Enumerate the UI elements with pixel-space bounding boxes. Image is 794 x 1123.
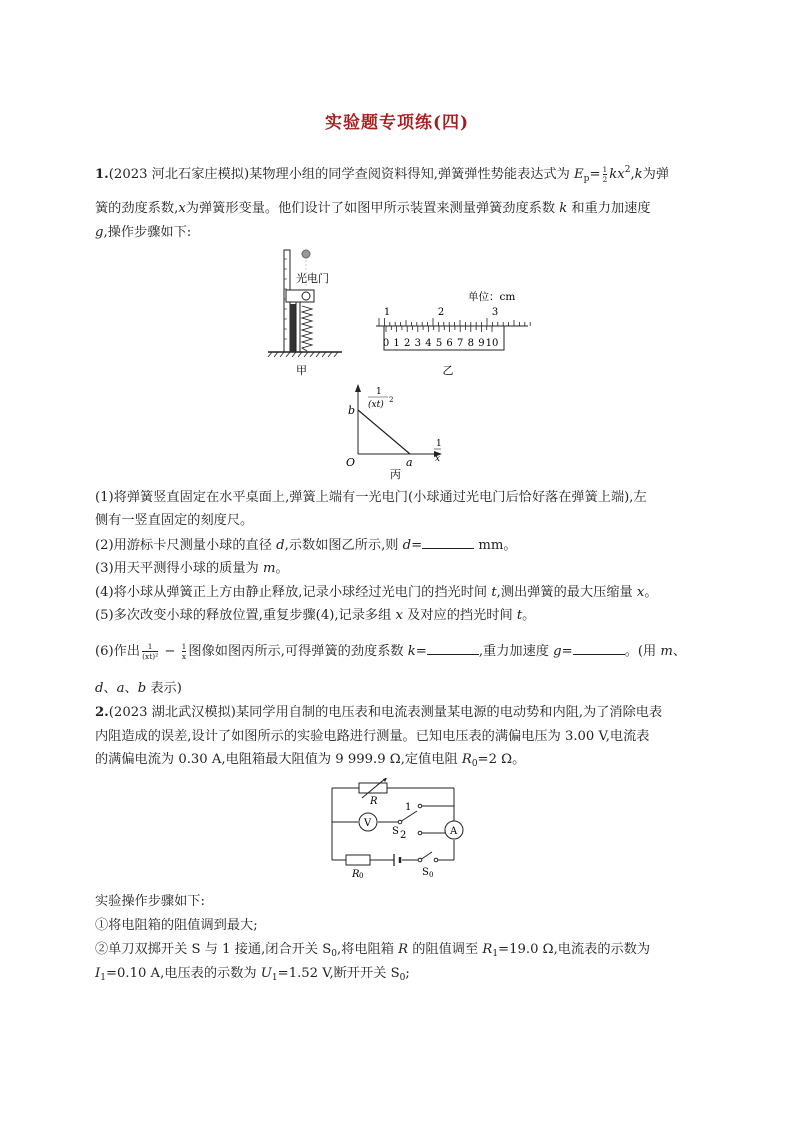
- switch-pos-2: 2: [400, 830, 407, 841]
- label-b: b: [348, 404, 356, 417]
- op2: [95, 938, 650, 959]
- circuit-R0-sub: 0: [359, 872, 364, 878]
- label-a: a: [406, 456, 413, 469]
- ammeter-label: A: [450, 826, 458, 837]
- switch-pos-1: 1: [405, 802, 412, 813]
- step2-d: d: [276, 538, 285, 553]
- x-axis-den: x: [435, 454, 441, 464]
- q2-R: R: [461, 752, 472, 767]
- frac2-den: x: [181, 652, 187, 661]
- step6-eq2: =: [561, 644, 573, 659]
- op3-text-b: =1.52 V,断开开关 S: [277, 966, 400, 981]
- step3-m: m: [262, 561, 276, 576]
- op3-U-sub: 1: [271, 973, 278, 983]
- step7-sep1: 、: [103, 681, 117, 696]
- q2-text-1: (2023 湖北武汉模拟)某同学用自制的电压表和电流表测量某电源的电动势和内阻,为了消除电表: [108, 705, 663, 720]
- step4-t: t: [491, 585, 497, 600]
- q1-x: x: [178, 201, 186, 216]
- vernier-label: 5: [435, 338, 443, 349]
- step1a: (1)将弹簧竖直固定在水平桌面上,弹簧上端有一光电门(小球通过光电门后恰好落在弹簧上端),左: [95, 490, 647, 505]
- step6-text-a: (6)作出: [95, 644, 141, 659]
- frac1-den: (xt)²: [142, 652, 159, 661]
- q1-text-1b: ,: [630, 167, 635, 182]
- q1-text-2c: 和重力加速度: [567, 201, 651, 216]
- y-axis-den: (xt): [368, 400, 384, 410]
- unit-label: 单位：cm: [468, 291, 516, 303]
- step4: [95, 581, 658, 600]
- step3: [95, 557, 289, 576]
- vernier-label: 7: [457, 338, 464, 349]
- step6-eq1: =: [415, 644, 427, 659]
- vernier-label: 9: [478, 338, 485, 349]
- gate-label: 光电门: [296, 272, 329, 285]
- step5: [95, 604, 535, 623]
- step6-frac1: [142, 642, 158, 661]
- step6-text-b: 图像如图丙所示,可得弹簧的劲度系数: [188, 644, 408, 659]
- step3-text-a: (3)用天平测得小球的质量为: [95, 561, 263, 576]
- op3-text-a: =0.10 A,电压表的示数为: [105, 966, 261, 981]
- step2: [95, 534, 517, 553]
- step7: [95, 677, 182, 696]
- op3-text-c: ;: [405, 966, 410, 981]
- q2-line2: 内阻造成的误差,设计了如图所示的实验电路进行测量。已知电压表的满偏电压为 3.00 V,电流表: [95, 729, 650, 744]
- fig-jia-caption: 甲: [296, 364, 307, 377]
- y-axis-num: 1: [376, 387, 382, 397]
- q1-line2: [95, 197, 651, 216]
- circuit-R: R: [370, 796, 378, 807]
- x-axis-num: 1: [436, 439, 442, 449]
- q1-k: k: [634, 167, 643, 182]
- voltmeter-label: V: [364, 818, 372, 829]
- fig-bing-caption: 丙: [390, 468, 401, 480]
- label-origin: O: [346, 456, 356, 469]
- step4-text-c: 。: [644, 585, 658, 600]
- q1-line3: [95, 221, 191, 240]
- step6-dash: −: [160, 644, 180, 659]
- op3-sub: 0: [399, 973, 406, 983]
- q1-text-1c: 为弹: [642, 167, 670, 182]
- main-label-2: 2: [437, 307, 445, 318]
- step1b: 侧有一竖直固定的刻度尺。: [95, 513, 254, 528]
- step2-text-b: ,示数如图乙所示,则: [284, 538, 403, 553]
- vernier-label: 1: [393, 338, 400, 349]
- figure-yi: [372, 286, 532, 376]
- step5-text-c: 。: [522, 608, 536, 623]
- step4-x: x: [636, 585, 645, 600]
- frac2-num: 1: [181, 642, 187, 651]
- step2-unit: mm。: [474, 538, 517, 553]
- formula-sq: 2: [624, 165, 631, 175]
- circuit-R0: R: [352, 869, 360, 878]
- op2-text-a: ②单刀双掷开关 S 与 1 接通,闭合开关 S: [95, 942, 332, 957]
- q1-text-1a: (2023 河北石家庄模拟)某物理小组的同学查阅资料得知,弹簧弹性势能表达式为: [108, 167, 575, 182]
- q2-number: 2.: [95, 705, 109, 720]
- fig-yi-caption: 乙: [442, 364, 454, 376]
- step2-text-a: (2)用游标卡尺测量小球的直径: [95, 538, 277, 553]
- formula-half: [603, 165, 608, 184]
- q2-text-3a: 的满偏电流为 0.30 A,电阻箱最大阻值为 9 999.9 Ω,定值电阻: [95, 752, 462, 767]
- vernier-label: 2: [404, 338, 411, 349]
- step6-text-f: 。(用: [624, 644, 661, 659]
- frac1-num: 1: [142, 642, 158, 652]
- op3-I-sub: 1: [100, 973, 106, 983]
- step5-text-b: 及对应的挡光时间: [402, 608, 517, 623]
- half-den: 2: [602, 175, 608, 184]
- vernier-label: 6: [446, 338, 453, 349]
- step6-m: m: [660, 644, 673, 659]
- main-label-3: 3: [491, 307, 499, 318]
- step2-d2: d: [402, 538, 412, 553]
- q2-R-sub: 0: [471, 759, 478, 769]
- step5-t: t: [516, 608, 523, 623]
- step5-x: x: [395, 608, 403, 623]
- answer-blank-d[interactable]: [422, 536, 474, 549]
- vernier-label: 0: [382, 338, 390, 349]
- step6-frac2: [182, 642, 187, 661]
- step6-g: g: [553, 644, 562, 659]
- vernier-label: 10: [485, 338, 499, 349]
- q1-number: 1.: [95, 167, 109, 182]
- step4-text-b: ,测出弹簧的最大压缩量: [496, 585, 637, 600]
- q1-k2: k: [559, 201, 568, 216]
- answer-blank-g[interactable]: [573, 642, 625, 655]
- main-label-1: 1: [383, 307, 391, 318]
- op3-U: U: [260, 966, 272, 981]
- q1-line1: [95, 163, 669, 184]
- q2-line1: [95, 701, 662, 720]
- step7-d: d: [95, 681, 104, 696]
- figure-jia: [262, 244, 352, 379]
- formula-eq: =: [589, 167, 601, 182]
- step3-text-b: 。: [275, 561, 289, 576]
- step6-sep: 、: [672, 644, 687, 659]
- vernier-label: 4: [425, 338, 432, 349]
- step6-text-d: ,重力加速度: [478, 644, 554, 659]
- step2-eq: =: [411, 538, 423, 553]
- step7-sep2: 、: [124, 681, 138, 696]
- answer-blank-k[interactable]: [427, 642, 479, 655]
- switch-S0-sub: 0: [429, 871, 434, 878]
- y-axis-sq: 2: [389, 396, 394, 404]
- q1-text-2b: 为弹簧形变量。他们设计了如图甲所示装置来测量弹簧劲度系数: [185, 201, 560, 216]
- op2-R1-sub: 1: [492, 949, 499, 959]
- op2-R1: R: [482, 942, 493, 957]
- ops-title: 实验操作步骤如下:: [95, 894, 205, 909]
- half-num: 1: [602, 165, 608, 174]
- q2-line3: [95, 748, 525, 769]
- op2-sub: 0: [331, 949, 337, 959]
- step7-text: 表示): [146, 681, 182, 696]
- circuit-diagram: [322, 778, 472, 878]
- switch-S: S: [392, 826, 399, 837]
- q1-text-3b: ,操作步骤如下:: [103, 225, 192, 240]
- op3-I: I: [95, 966, 101, 981]
- op3: [95, 962, 410, 983]
- step4-text-a: (4)将小球从弹簧正上方由静止释放,记录小球经过光电门的挡光时间: [95, 585, 492, 600]
- formula-sub-p: p: [583, 174, 590, 184]
- step7-b: b: [137, 681, 147, 696]
- op2-text-b: ,将电阻箱: [336, 942, 399, 957]
- step7-a: a: [116, 681, 125, 696]
- op2-text-c: 的阻值调至: [408, 942, 483, 957]
- q1-text-2a: 簧的劲度系数,: [95, 201, 179, 216]
- vernier-label: 3: [414, 338, 421, 349]
- step6-k: k: [407, 644, 416, 659]
- step6: [95, 640, 686, 661]
- page-title: 实验题专项练(四): [324, 113, 470, 133]
- figure-bing: [338, 382, 448, 480]
- op1: ①将电阻箱的阻值调到最大;: [95, 918, 258, 933]
- q1-g: g: [95, 225, 104, 240]
- switch-S0: S: [422, 867, 429, 878]
- step5-text-a: (5)多次改变小球的释放位置,重复步骤(4),记录多组: [95, 608, 396, 623]
- q2-text-3b: =2 Ω。: [477, 752, 526, 767]
- op2-text-d: =19.0 Ω,电流表的示数为: [498, 942, 651, 957]
- op2-R: R: [398, 942, 409, 957]
- formula-kx: kx: [609, 167, 625, 182]
- vernier-label: 8: [467, 338, 474, 349]
- formula-E: E: [574, 167, 584, 182]
